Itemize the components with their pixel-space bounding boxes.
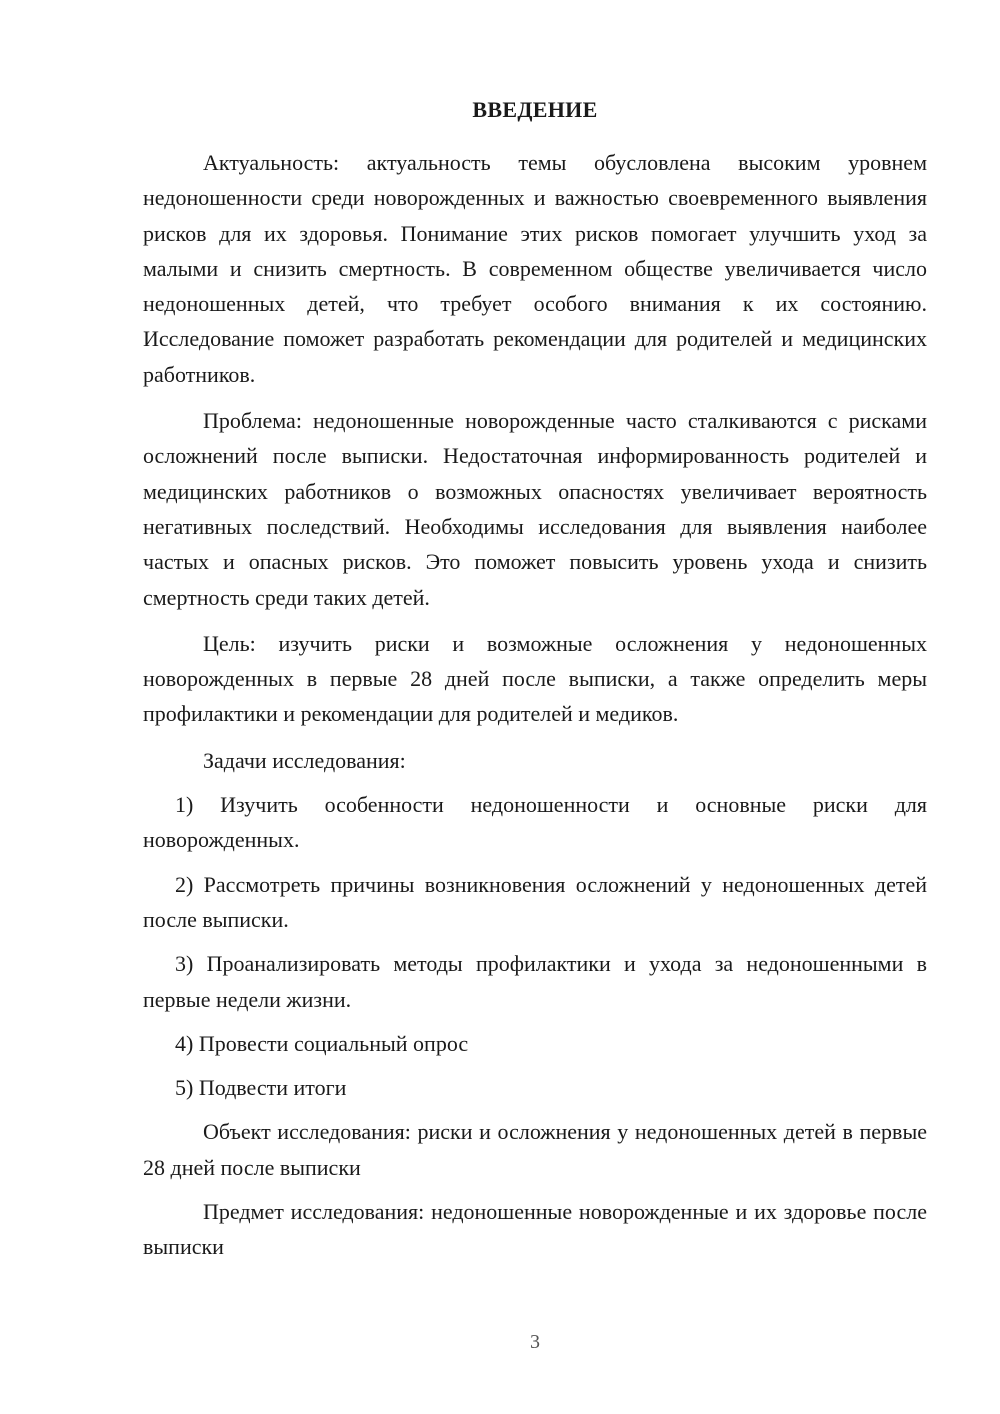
subject-paragraph: Предмет исследования: недоношенные новорожденные и их здоровье после выписки	[143, 1199, 927, 1260]
page-number: 3	[530, 1331, 540, 1353]
problem-paragraph: Проблема: недоношенные новорожденные часто сталкиваются с рисками осложнений после выписки. Недостаточная информированность родителей и медицинских работников о возможных опасностях увеличивает вероятность негативных последствий. Необходимы исследования для выявления наиболее частых и опасных рисков. Это поможет повысить уровень ухода и снизить смертность среди таких детей.	[143, 408, 927, 610]
tasks-list	[143, 787, 927, 1105]
tasks-heading: Задачи исследования:	[203, 747, 406, 773]
section-title: ВВЕДЕНИЕ	[472, 97, 598, 122]
task-item: 2) Рассмотреть причины возникновения осложнений у недоношенных детей после выписки.	[143, 871, 927, 932]
task-item: 5) Подвести итоги	[175, 1075, 347, 1101]
document-page	[143, 92, 927, 1265]
relevance-paragraph: Актуальность: актуальность темы обусловлена высоким уровнем недоношенности среди новорожденных и важностью своевременного выявления рисков для их здоровья. Понимание этих рисков помогает улучшить уход за малыми и снизить смертность. В современном обществе увеличивается число недоношенных детей, что требует особого внимания к их состоянию. Исследование поможет разработать рекомендации для родителей и медицинских работников.	[143, 150, 927, 387]
task-item: 4) Провести социальный опрос	[175, 1030, 469, 1056]
object-paragraph: Объект исследования: риски и осложнения у недоношенных детей в первые 28 дней после выписки	[143, 1119, 927, 1180]
task-item: 3) Проанализировать методы профилактики и ухода за недоношенными в первые недели жизни.	[143, 951, 927, 1012]
goal-paragraph: Цель: изучить риски и возможные осложнения у недоношенных новорожденных в первые 28 дней после выписки, а также определить меры профилактики и рекомендации для родителей и медиков.	[143, 630, 927, 727]
task-item: 1) Изучить особенности недоношенности и основные риски для новорожденных.	[143, 792, 927, 853]
